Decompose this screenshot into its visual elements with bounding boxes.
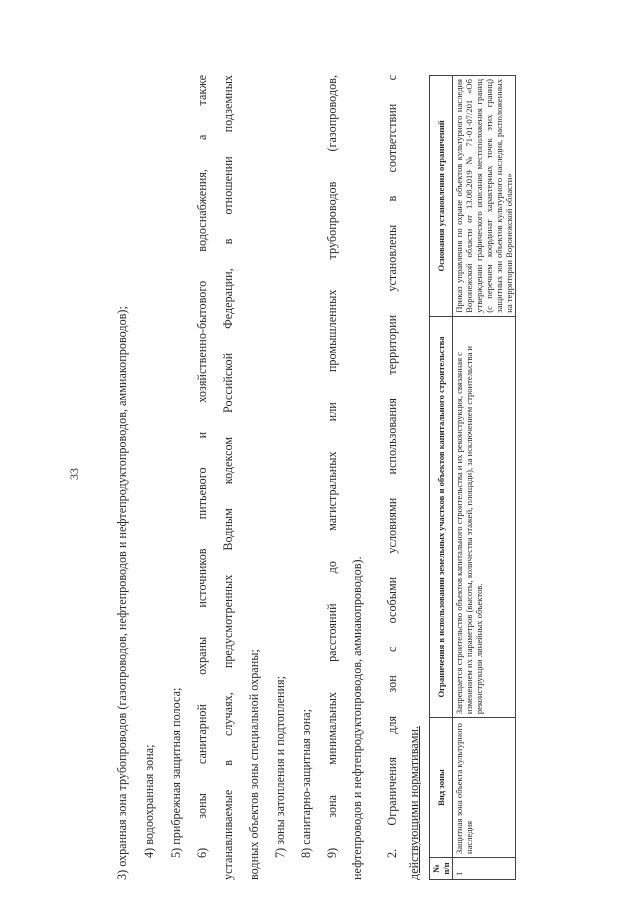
list-item-7: 7) зоны затопления и подтопления; (273, 675, 287, 858)
col-header-restrictions: Ограничения в использовании земельных участков и объектов капитального строительства (430, 316, 453, 717)
list-item-8: 8) санитарно-защитная зона; (299, 708, 313, 858)
col-header-basis: Основания установления ограничений (430, 76, 453, 317)
table-header-row (430, 76, 453, 880)
list-item-9-line1: 9) зона минимальных расстояний до магистральных или промышленных трубопроводов (газопроводов, (325, 75, 339, 858)
rotated-page-content (67, 5, 572, 880)
list-item-4: 4) водоохранная зона; (142, 744, 156, 858)
list-item-6-line1: 6) зоны санитарной охраны источников питьевого и хозяйственно-бытового водоснабжения, а также (195, 75, 209, 858)
list-item-5: 5) прибрежная защитная полоса; (169, 687, 183, 858)
section-2-line2: действующими нормативами. (407, 726, 421, 880)
cell-restrictions: Запрещается строительство объектов капитального строительства и их реконструкция, связанная с изменением их параметров (высоты, количества этажей, площади), за исключением строительства и реконструкции линейных объектов. (453, 316, 516, 717)
restrictions-table (429, 75, 516, 880)
col-header-zone: Вид зоны (430, 718, 453, 858)
list-item-9-line2: нефтепроводов и нефтепродуктопроводов, аммиакопроводов). (350, 556, 364, 880)
cell-basis: Приказ управления по охране объектов культурного наследия Воронежской области от 13.08.2019 № 71-01-07/201 «Об утверждении графического описания местоположения границ (с перечнем координат характерных точек этих границ) защитных зон объектов культурного наследия, расположенных на территории Воронежской области» (453, 76, 516, 317)
section-2-line1: 2. Ограничения для зон с особыми условиями использования территории установлены в соответствии с (385, 75, 399, 858)
page-number: 33 (67, 468, 81, 480)
list-item-6-line3: водных объектов зоны специальной охраны; (247, 649, 261, 880)
col-header-num: № п/п (430, 858, 453, 880)
table-row (453, 76, 516, 880)
list-item-3: 3) охранная зона трубопроводов (газопроводов, нефтепроводов и нефтепродуктопроводов, аммиакопроводов); (115, 306, 129, 880)
cell-zone: Защитная зона объекта культурного наследия (453, 718, 516, 858)
cell-num: 1 (453, 858, 516, 880)
list-item-6-line2: устанавливаемые в случаях, предусмотренных Водным кодексом Российской Федерации, в отношении подземных (221, 75, 235, 880)
